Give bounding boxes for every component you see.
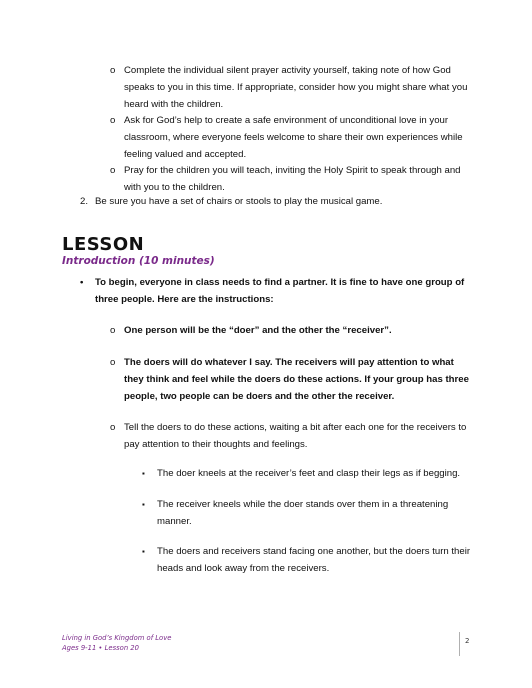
step-marker: o: [110, 357, 116, 368]
step-marker: o: [110, 325, 116, 336]
page-number: 2: [465, 637, 470, 645]
action-line: The receiver kneels while the doer stands over them in a threatening: [157, 499, 449, 510]
bullet-marker: •: [80, 277, 84, 288]
prep-item-line: speaks to you in this time. If appropriate, consider how you might share what you: [124, 82, 468, 93]
prep-item-line: with you to the children.: [124, 182, 225, 193]
step-line: they think and feel while the doers do these actions. If your group has three: [124, 374, 469, 385]
step-line: The doers will do whatever I say. The receivers will pay attention to what: [124, 357, 454, 368]
action-line: The doer kneels at the receiver’s feet and clasp their legs as if begging.: [157, 468, 461, 479]
prep-item-line: Pray for the children you will teach, inviting the Holy Spirit to speak through and: [124, 165, 461, 176]
step-line: pay attention to their thoughts and feelings.: [124, 439, 308, 450]
prep-item-line: Complete the individual silent prayer activity yourself, taking note of how God: [124, 65, 451, 76]
footer-subtitle: Ages 9-11 • Lesson 20: [62, 644, 139, 652]
step-marker: o: [110, 422, 116, 433]
section-title: Introduction (10 minutes): [62, 255, 215, 267]
step-line: One person will be the “doer” and the other the “receiver”.: [124, 325, 392, 336]
square-bullet-marker: ▪: [142, 469, 145, 478]
prep-item-line: heard with the children.: [124, 99, 224, 110]
lesson-heading: LESSON: [62, 234, 145, 255]
intro-bullet-line: To begin, everyone in class needs to find a partner. It is fine to have one group of: [95, 277, 465, 288]
prep-item-2: Be sure you have a set of chairs or stools to play the musical game.: [95, 196, 383, 207]
sub-bullet-marker: o: [110, 115, 116, 126]
sub-bullet-marker: o: [110, 65, 116, 76]
action-line: manner.: [157, 516, 192, 527]
square-bullet-marker: ▪: [142, 500, 145, 509]
footer-divider: [459, 632, 460, 656]
sub-bullet-marker: o: [110, 165, 116, 176]
step-line: people, two people can be doers and the other the receiver.: [124, 391, 395, 402]
action-line: heads and look away from the receivers.: [157, 563, 330, 574]
step-line: Tell the doers to do these actions, waiting a bit after each one for the receivers to: [124, 422, 467, 433]
prep-item-line: Ask for God’s help to create a safe environment of unconditional love in your: [124, 115, 449, 126]
intro-bullet-line: three people. Here are the instructions:: [95, 294, 274, 305]
prep-item-line: classroom, where everyone feels welcome to share their own experiences while: [124, 132, 463, 143]
footer-title: Living in God’s Kingdom of Love: [62, 634, 172, 642]
numbered-marker: 2.: [80, 196, 89, 207]
square-bullet-marker: ▪: [142, 547, 145, 556]
prep-item-line: feeling valued and accepted.: [124, 149, 247, 160]
action-line: The doers and receivers stand facing one another, but the doers turn their: [157, 546, 471, 557]
